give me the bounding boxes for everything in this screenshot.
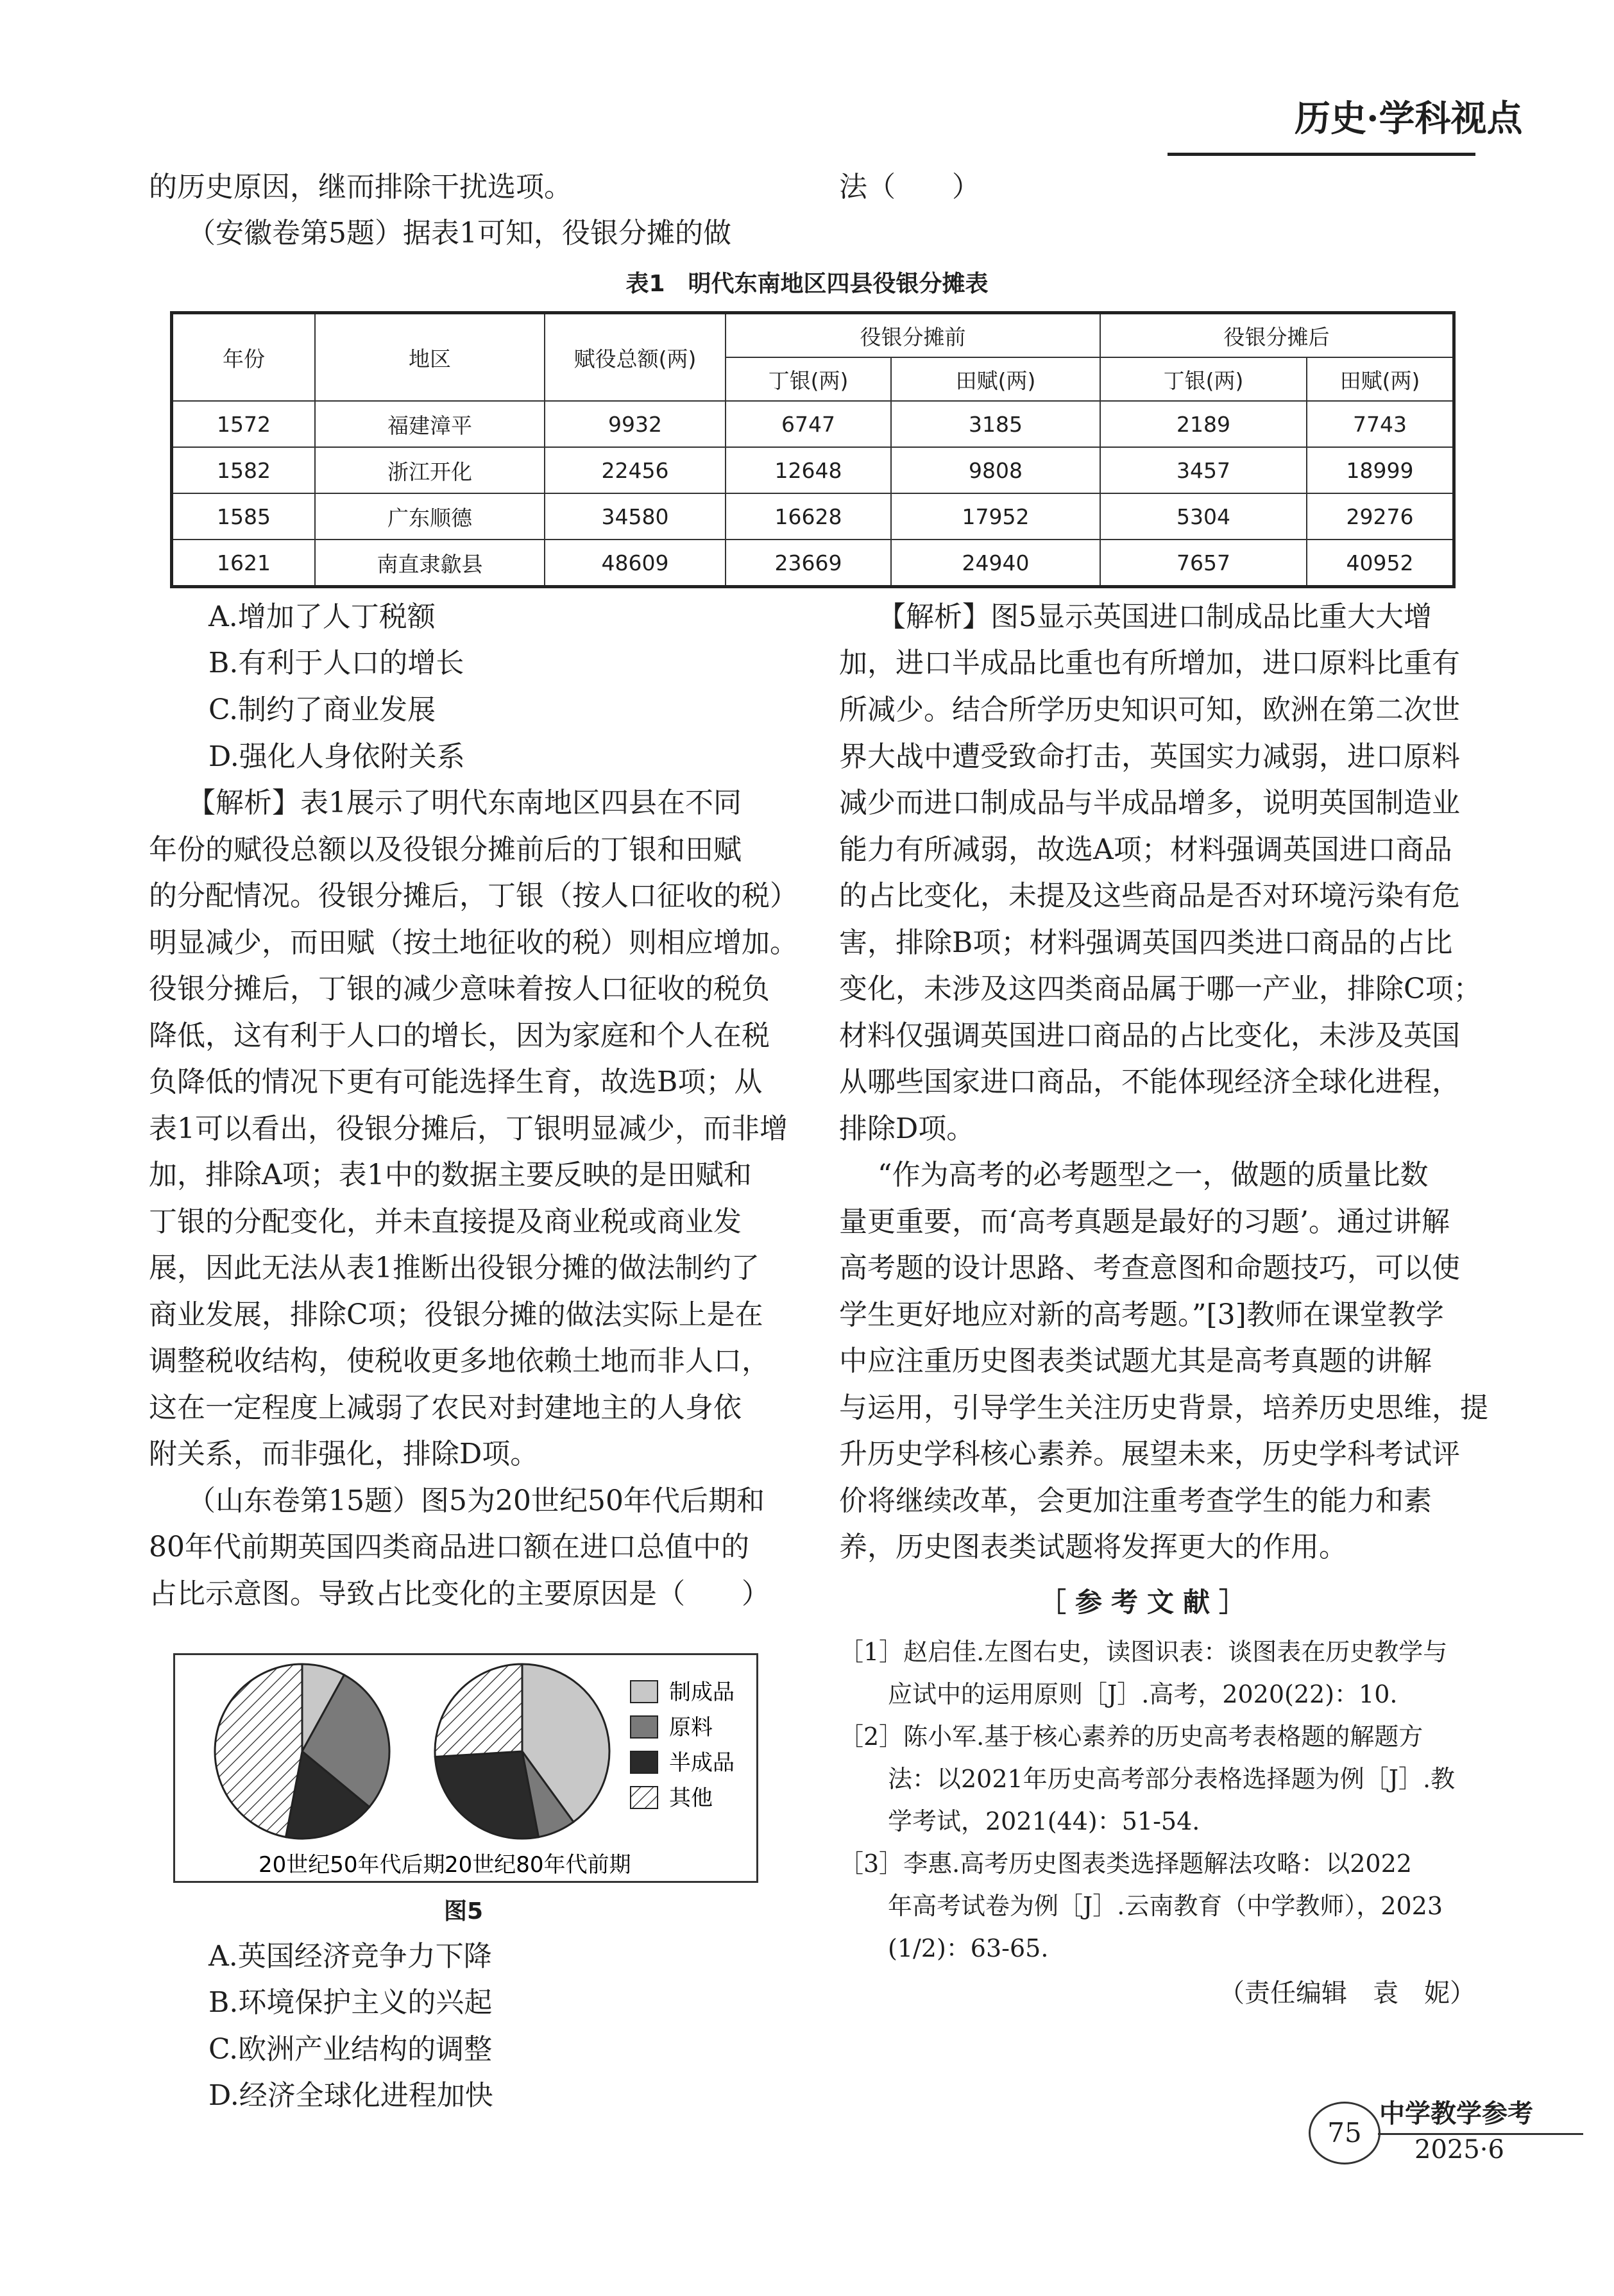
pie-slice-其他 [215, 1664, 302, 1837]
text-line: 法（ ） [839, 171, 980, 203]
analysis-line: 【解析】图5显示英国进口制成品比重大大增 [878, 600, 1432, 633]
pie-slice-其他 [435, 1664, 522, 1757]
analysis-line: 商业发展，排除C项；役银分摊的做法实际上是在 [149, 1298, 763, 1331]
figure-5-chart [173, 1653, 758, 1883]
cell: 24940 [891, 540, 1100, 587]
conclusion-line: 养，历史图表类试题将发挥更大的作用。 [839, 1531, 1347, 1563]
reference-line: 学考试，2021(44)：51-54. [839, 1807, 1200, 1835]
option-b: B.有利于人口的增长 [208, 647, 464, 679]
pie-slice-半成品 [435, 1751, 538, 1839]
analysis-line: 展，因此无法从表1推断出役银分摊的做法制约了 [149, 1252, 760, 1284]
col-before: 役银分摊前 [726, 313, 1100, 358]
cell: 2189 [1100, 401, 1307, 447]
analysis-line: 减少而进口制成品与半成品增多，说明英国制造业 [839, 787, 1460, 819]
cell: 1621 [172, 540, 316, 587]
conclusion-line: 升历史学科核心素养。展望未来，历史学科考试评 [839, 1438, 1460, 1470]
conclusion-line: 与运用，引导学生关注历史背景，培养历史思维，提 [839, 1391, 1488, 1424]
figure-caption: 图5 [443, 1898, 484, 1925]
legend-swatch-原料 [631, 1716, 658, 1738]
data-table [170, 311, 1456, 588]
col-year: 年份 [172, 313, 316, 402]
conclusion-line: 学生更好地应对新的高考题。”[3]教师在课堂教学 [839, 1298, 1444, 1331]
conclusion-line: 量更重要，而‘高考真题是最好的习题’。通过讲解 [839, 1205, 1450, 1238]
cell: 12648 [726, 447, 891, 493]
table-row [172, 493, 1454, 540]
cell: 浙江开化 [315, 447, 545, 493]
analysis-line: 附关系，而非强化，排除D项。 [149, 1438, 539, 1470]
reference-line: ［2］陈小军.基于核心素养的历史高考表格题的解题方 [839, 1722, 1423, 1751]
reference-line: ［1］赵启佳.左图右史，读图识表：谈图表在历史教学与 [839, 1638, 1448, 1666]
cell: 40952 [1307, 540, 1454, 587]
cell: 48609 [545, 540, 726, 587]
chart-svg [175, 1655, 756, 1881]
cell: 9808 [891, 447, 1100, 493]
analysis-line: 负降低的情况下更有可能选择生育，故选B项；从 [149, 1066, 763, 1098]
legend-label-原料: 原料 [669, 1715, 713, 1740]
table-row [172, 447, 1454, 493]
text-line: （安徽卷第5题）据表1可知，役银分摊的做 [187, 217, 731, 250]
analysis-line: 加，进口半成品比重也有所增加，进口原料比重有 [839, 647, 1460, 679]
cell: 29276 [1307, 493, 1454, 540]
cell: 7657 [1100, 540, 1307, 587]
analysis-line: 排除D项。 [839, 1112, 975, 1145]
cell: 3457 [1100, 447, 1307, 493]
option-a: A.英国经济竞争力下降 [208, 1940, 492, 1973]
option-d: D.强化人身依附关系 [208, 740, 465, 773]
question-line: 占比示意图。导致占比变化的主要原因是（ ） [149, 1577, 770, 1610]
analysis-line: 丁银的分配变化，并未直接提及商业税或商业发 [149, 1205, 742, 1238]
analysis-line: 的分配情况。役银分摊后，丁银（按人口征收的税） [149, 880, 798, 912]
cell: 7743 [1307, 401, 1454, 447]
cell: 18999 [1307, 447, 1454, 493]
section-header: 历史·学科视点 [1295, 98, 1523, 140]
reference-line: ［3］李惠.高考历史图表类选择题解法攻略：以2022 [839, 1850, 1412, 1878]
question-line: 80年代前期英国四类商品进口额在进口总值中的 [149, 1531, 749, 1563]
legend-label-制成品: 制成品 [669, 1679, 735, 1705]
cell: 1585 [172, 493, 316, 540]
analysis-line: 【解析】表1展示了明代东南地区四县在不同 [187, 787, 742, 819]
cell: 6747 [726, 401, 891, 447]
table-header-row [172, 313, 1454, 358]
cell: 5304 [1100, 493, 1307, 540]
question-line: （山东卷第15题）图5为20世纪50年代后期和 [187, 1484, 765, 1517]
option-d: D.经济全球化进程加快 [208, 2079, 493, 2112]
analysis-line: 害，排除B项；材料强调英国四类进口商品的占比 [839, 926, 1453, 959]
legend-swatch-半成品 [631, 1751, 658, 1773]
reference-line: (1/2)：63-65. [839, 1934, 1049, 1962]
cell: 34580 [545, 493, 726, 540]
analysis-line: 降低，这有利于人口的增长，因为家庭和个人在税 [149, 1019, 770, 1052]
editor-note: （责任编辑 袁 妮） [1219, 1978, 1475, 2008]
header-rule [1168, 153, 1475, 156]
col-tian-before: 田赋(两) [891, 357, 1100, 401]
analysis-line: 界大战中遭受致命打击，英国实力减弱，进口原料 [839, 740, 1460, 773]
col-after: 役银分摊后 [1100, 313, 1454, 358]
cell: 16628 [726, 493, 891, 540]
text-line: 的历史原因，继而排除干扰选项。 [149, 171, 572, 203]
reference-line: 法：以2021年历史高考部分表格选择题为例［J］.教 [839, 1765, 1456, 1793]
cell: 9932 [545, 401, 726, 447]
analysis-line: 加，排除A项；表1中的数据主要反映的是田赋和 [149, 1159, 752, 1191]
cell: 广东顺德 [315, 493, 545, 540]
analysis-line: 从哪些国家进口商品，不能体现经济全球化进程， [839, 1066, 1460, 1098]
conclusion-line: “作为高考的必考题型之一，做题的质量比数 [878, 1159, 1429, 1191]
issue-number: 2025·6 [1414, 2135, 1504, 2164]
conclusion-line: 中应注重历史图表类试题尤其是高考真题的讲解 [839, 1345, 1432, 1377]
option-c: C.欧洲产业结构的调整 [208, 2033, 493, 2066]
col-total: 赋役总额(两) [545, 313, 726, 402]
option-c: C.制约了商业发展 [208, 693, 436, 726]
cell: 南直隶歙县 [315, 540, 545, 587]
analysis-line: 所减少。结合所学历史知识可知，欧洲在第二次世 [839, 693, 1460, 726]
references-heading: ［参考文献］ [1039, 1586, 1255, 1618]
cell: 23669 [726, 540, 891, 587]
analysis-line: 的占比变化，未提及这些商品是否对环境污染有危 [839, 880, 1460, 912]
reference-line: 年高考试卷为例［J］.云南教育（中学教师），2023 [839, 1892, 1443, 1920]
pie-label-1950s: 20世纪50年代后期 [259, 1852, 445, 1878]
pie-label-1980s: 20世纪80年代前期 [445, 1852, 631, 1878]
analysis-line: 表1可以看出，役银分摊后，丁银明显减少，而非增 [149, 1112, 788, 1145]
analysis-line: 这在一定程度上减弱了农民对封建地主的人身依 [149, 1391, 742, 1424]
analysis-line: 材料仅强调英国进口商品的占比变化，未涉及英国 [839, 1019, 1460, 1052]
legend-swatch-其他 [631, 1787, 658, 1808]
table-row [172, 540, 1454, 587]
legend-label-其他: 其他 [669, 1785, 713, 1811]
reference-line: 应试中的运用原则［J］.高考，2020(22)：10. [839, 1680, 1398, 1708]
analysis-line: 明显减少，而田赋（按土地征收的税）则相应增加。 [149, 926, 798, 959]
cell: 3185 [891, 401, 1100, 447]
legend-swatch-制成品 [631, 1681, 658, 1703]
col-tian-after: 田赋(两) [1307, 357, 1454, 401]
col-ding-after: 丁银(两) [1100, 357, 1307, 401]
legend-label-半成品: 半成品 [669, 1750, 735, 1776]
table-row [172, 401, 1454, 447]
conclusion-line: 价将继续改革，会更加注重考查学生的能力和素 [839, 1484, 1432, 1517]
option-a: A.增加了人丁税额 [208, 600, 436, 633]
cell: 福建漳平 [315, 401, 545, 447]
analysis-line: 役银分摊后，丁银的减少意味着按人口征收的税负 [149, 973, 770, 1005]
journal-name: 中学教学参考 [1379, 2098, 1533, 2129]
analysis-line: 调整税收结构，使税收更多地依赖土地而非人口， [149, 1345, 770, 1377]
analysis-line: 能力有所减弱，故选A项；材料强调英国进口商品 [839, 833, 1452, 866]
option-b: B.环境保护主义的兴起 [208, 1986, 493, 2019]
cell: 17952 [891, 493, 1100, 540]
cell: 1582 [172, 447, 316, 493]
analysis-line: 年份的赋役总额以及役银分摊前后的丁银和田赋 [149, 833, 742, 866]
col-ding-before: 丁银(两) [726, 357, 891, 401]
table-caption: 表1 明代东南地区四县役银分摊表 [625, 271, 989, 297]
cell: 1572 [172, 401, 316, 447]
cell: 22456 [545, 447, 726, 493]
page-number: 75 [1309, 2102, 1380, 2164]
col-region: 地区 [315, 313, 545, 402]
conclusion-line: 高考题的设计思路、考查意图和命题技巧，可以使 [839, 1252, 1460, 1284]
analysis-line: 变化，未涉及这四类商品属于哪一产业，排除C项； [839, 973, 1482, 1005]
